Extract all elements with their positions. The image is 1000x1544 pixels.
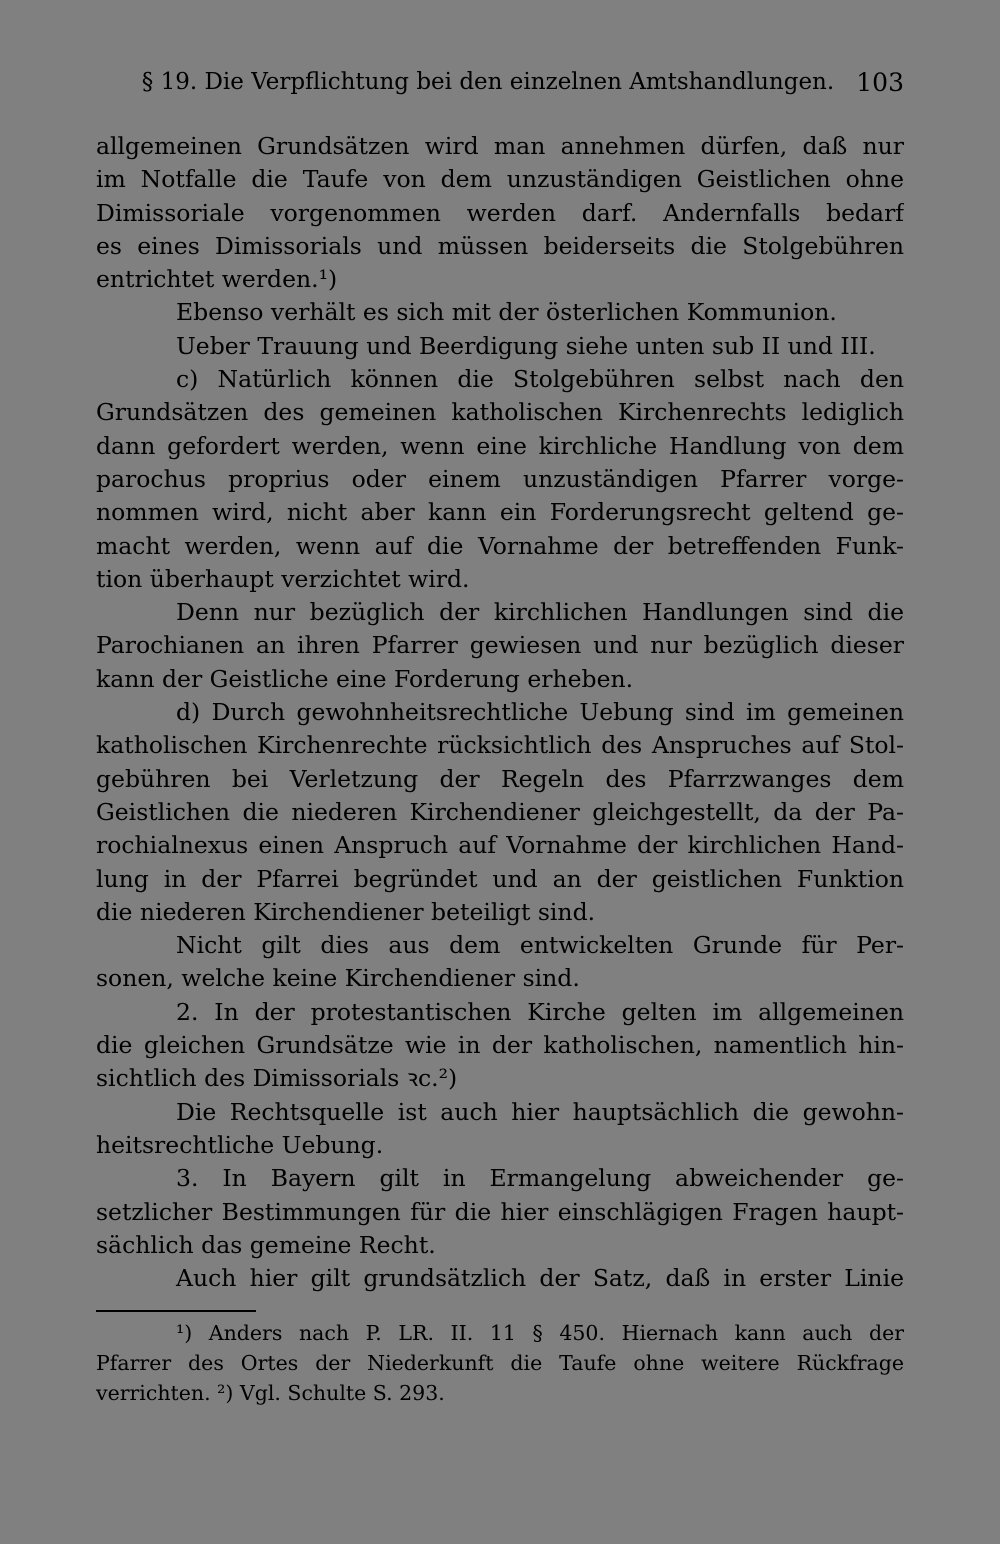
text-line: parochus proprius oder einem unzuständigen Pfarrer vorge- xyxy=(96,464,904,493)
text-line: c) Natürlich können die Stolgebühren selbst nach den xyxy=(176,365,904,394)
text-line: katholischen Kirchenrechte rücksichtlich des Anspruches auf Stol- xyxy=(96,731,904,760)
text-line: nommen wird, nicht aber kann ein Forderungsrecht geltend ge- xyxy=(96,498,904,527)
text-line: lung in der Pfarrei begründet und an der geistlichen Funktion xyxy=(96,864,904,893)
text-line: 2. In der protestantischen Kirche gelten im allgemeinen xyxy=(176,997,904,1026)
page-number: 103 xyxy=(856,67,904,97)
text-line: es eines Dimissorials und müssen beiderseits die Stolgebühren xyxy=(96,231,904,260)
text-line: Grundsätzen des gemeinen katholischen Kirchenrechts lediglich xyxy=(96,398,904,427)
text-line: Geistlichen die niederen Kirchendiener gleichgestellt, da der Pa- xyxy=(96,797,904,826)
text-line: Denn nur bezüglich der kirchlichen Handlungen sind die xyxy=(176,598,904,627)
text-line: die gleichen Grundsätze wie in der katholischen, namentlich hin- xyxy=(96,1031,904,1060)
text-line: 3. In Bayern gilt in Ermangelung abweichender ge- xyxy=(176,1164,904,1193)
text-line: macht werden, wenn auf die Vornahme der betreffenden Funk- xyxy=(96,531,904,560)
text-line: sächlich das gemeine Recht. xyxy=(96,1230,436,1259)
text-line: Auch hier gilt grundsätzlich der Satz, daß in erster Linie xyxy=(176,1264,904,1293)
text-line: setzlicher Bestimmungen für die hier einschlägigen Fragen haupt- xyxy=(96,1197,904,1226)
text-line: Dimissoriale vorgenommen werden darf. Andernfalls bedarf xyxy=(96,198,904,227)
text-line: im Notfalle die Taufe von dem unzuständigen Geistlichen ohne xyxy=(96,165,904,194)
text-line: Ebenso verhält es sich mit der österlichen Kommunion. xyxy=(176,298,837,327)
text-line: Parochianen an ihren Pfarrer gewiesen und nur bezüglich dieser xyxy=(96,631,904,660)
footnote-line: verrichten. ²) Vgl. Schulte S. 293. xyxy=(96,1381,445,1405)
footnotes xyxy=(96,1318,904,1408)
running-head xyxy=(96,62,904,102)
running-head-title: § 19. Die Verpflichtung bei den einzelnen Amtshandlungen. xyxy=(141,69,835,95)
text-line: sichtlich des Dimissorials ꝛc.²) xyxy=(96,1064,458,1093)
text-line: gebühren bei Verletzung der Regeln des Pfarrzwanges dem xyxy=(96,764,904,793)
text-line: rochialnexus einen Anspruch auf Vornahme der kirchlichen Hand- xyxy=(96,831,904,860)
text-line: allgemeinen Grundsätzen wird man annehmen dürfen, daß nur xyxy=(96,132,904,160)
body-text xyxy=(96,130,904,1295)
footnote-line: Pfarrer des Ortes der Niederkunft die Taufe ohne weitere Rückfrage xyxy=(96,1351,904,1375)
text-line: tion überhaupt verzichtet wird. xyxy=(96,564,470,593)
text-line: Die Rechtsquelle ist auch hier hauptsächlich die gewohn- xyxy=(176,1097,904,1126)
text-line: entrichtet werden.¹) xyxy=(96,265,338,294)
text-line: Nicht gilt dies aus dem entwickelten Grunde für Per- xyxy=(176,931,904,960)
text-line: dann gefordert werden, wenn eine kirchliche Handlung von dem xyxy=(96,431,904,460)
text-line: Ueber Trauung und Beerdigung siehe unten sub II und III. xyxy=(176,331,876,360)
book-page xyxy=(96,0,904,1544)
footnote-divider xyxy=(96,1310,256,1312)
text-line: d) Durch gewohnheitsrechtliche Uebung sind im gemeinen xyxy=(176,698,904,727)
footnote-line: ¹) Anders nach P. LR. II. 11 § 450. Hiernach kann auch der xyxy=(176,1321,904,1345)
text-line: heitsrechtliche Uebung. xyxy=(96,1130,384,1159)
text-line: die niederen Kirchendiener beteiligt sind. xyxy=(96,897,596,926)
text-line: sonen, welche keine Kirchendiener sind. xyxy=(96,964,580,993)
text-line: kann der Geistliche eine Forderung erheben. xyxy=(96,664,634,693)
